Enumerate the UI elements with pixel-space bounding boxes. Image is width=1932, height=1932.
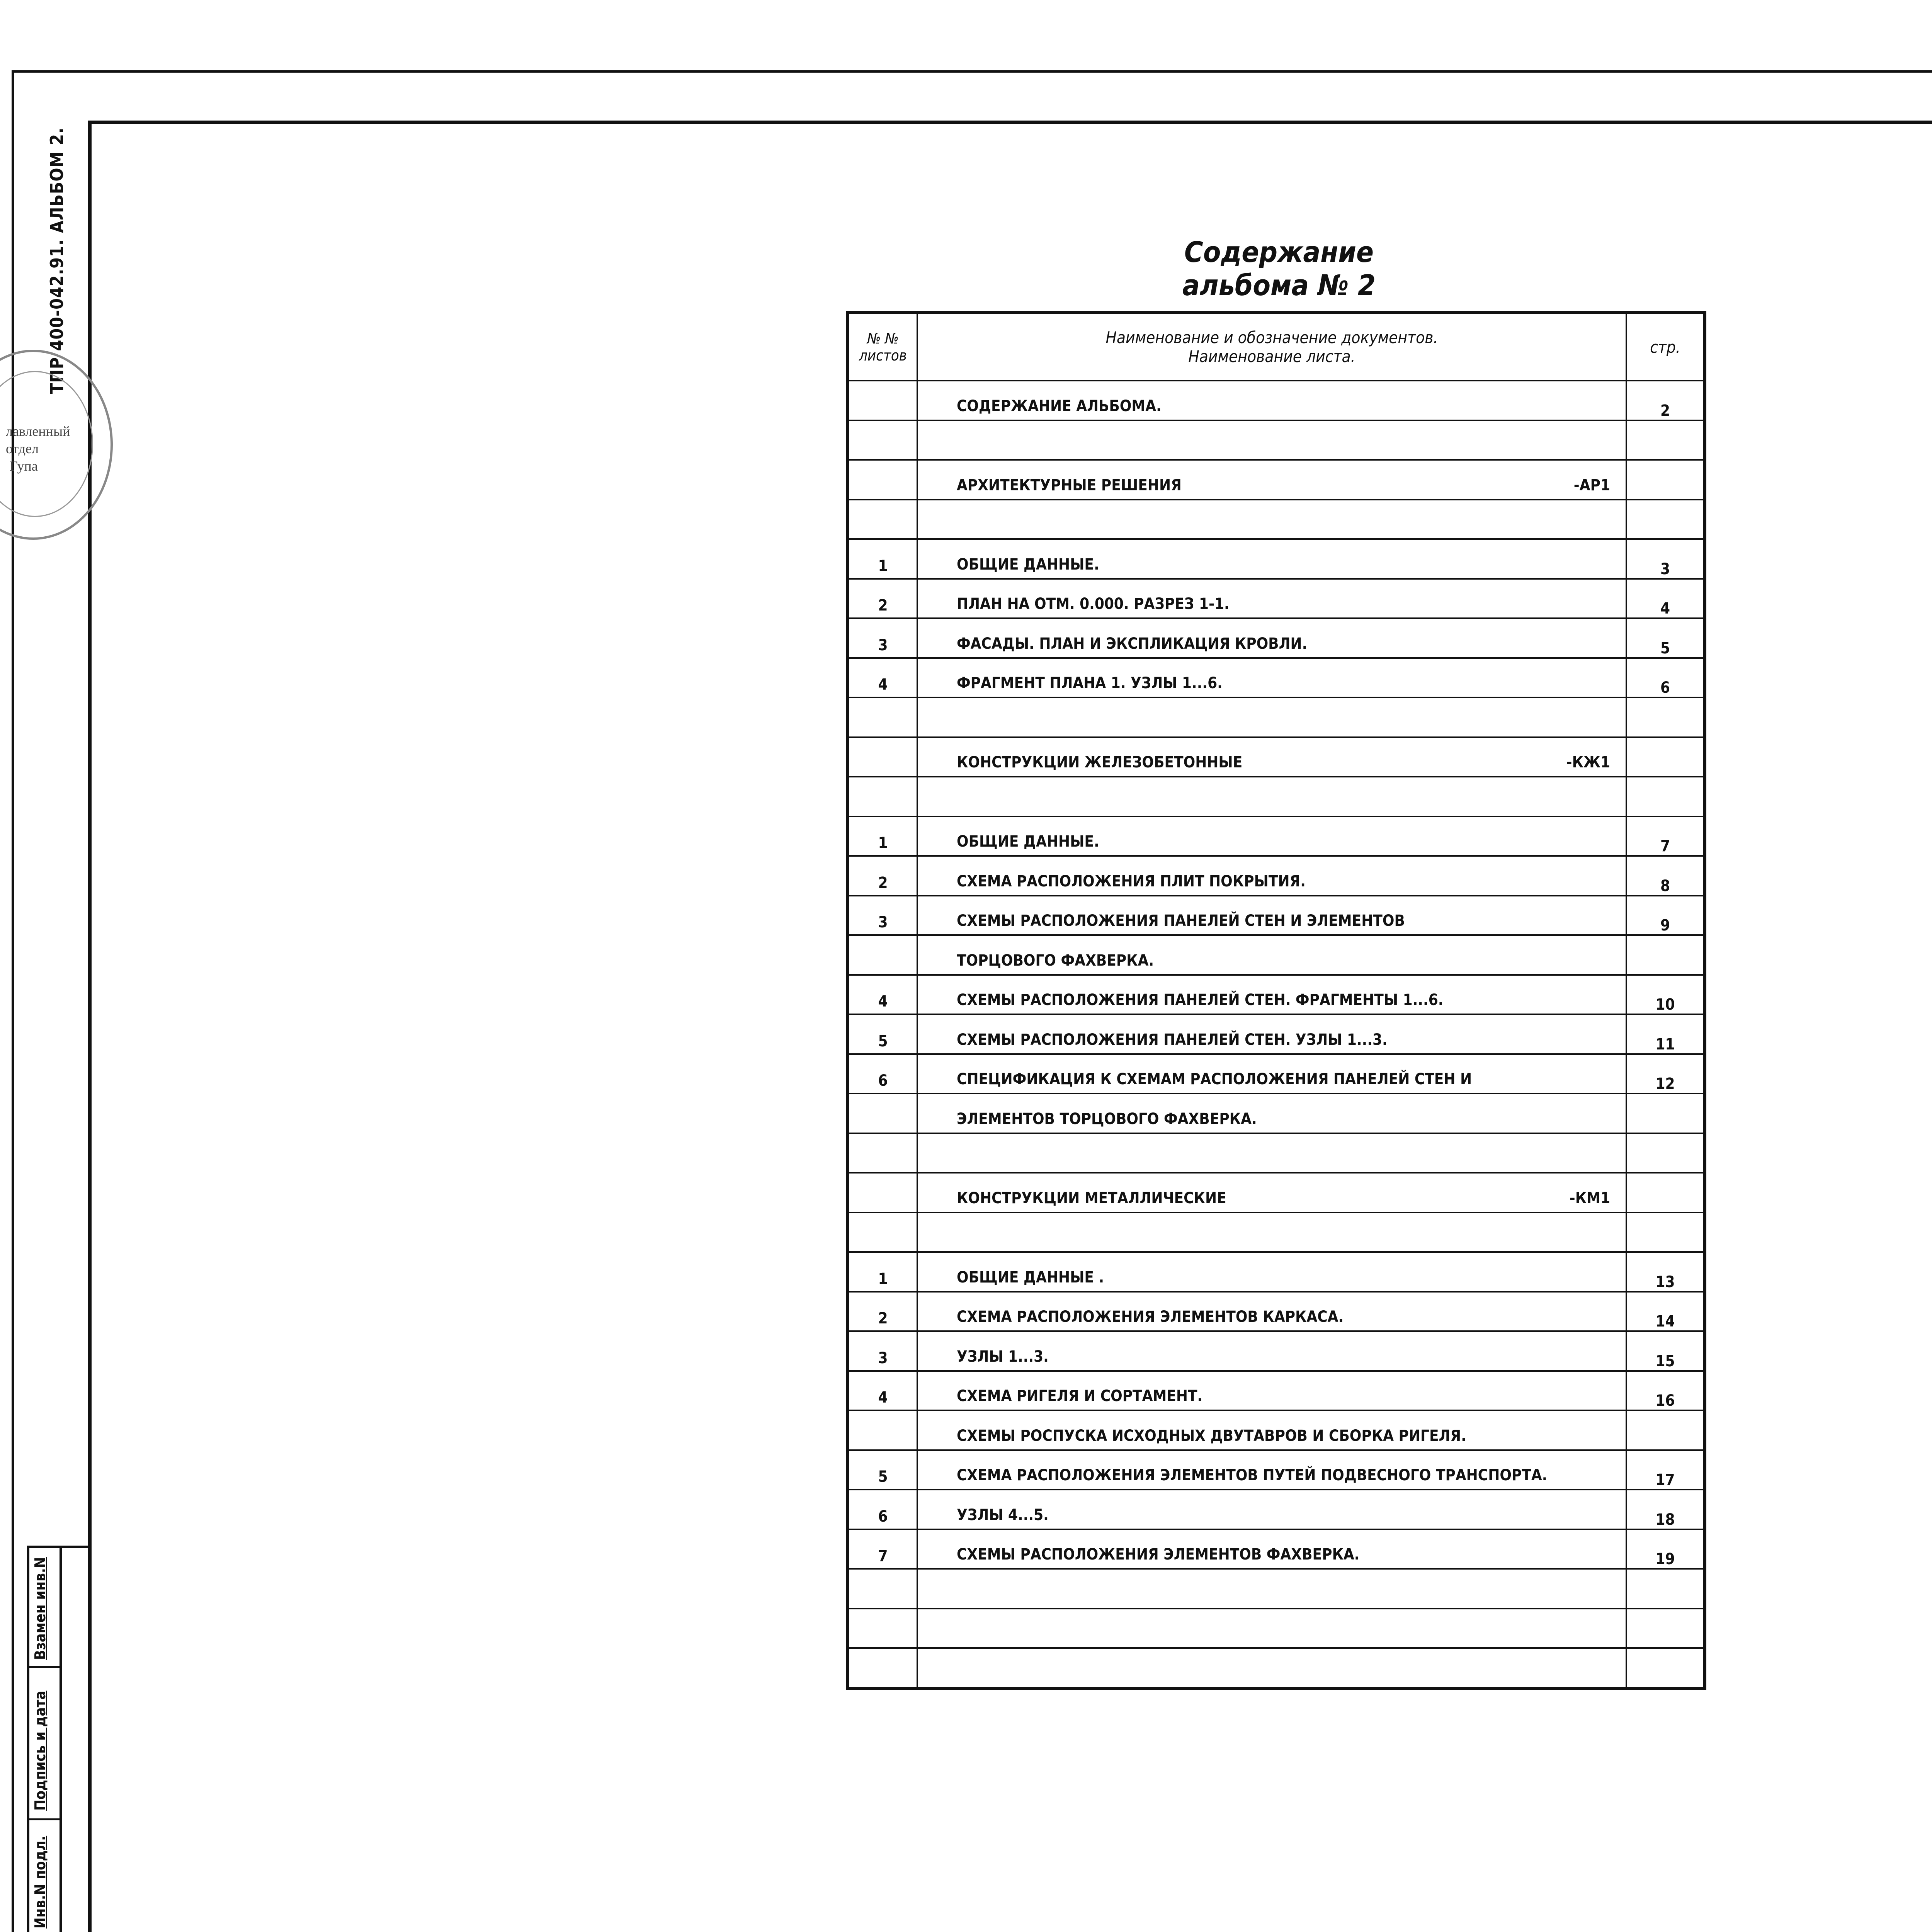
row-sheet-number: [848, 737, 917, 777]
strip-cell-signature: [29, 1668, 60, 1820]
row-page: [1626, 1569, 1705, 1609]
table-row: [848, 935, 1705, 975]
table-row: [848, 737, 1705, 777]
table-row: [848, 1054, 1705, 1094]
row-name-text: ОБЩИЕ ДАННЫЕ .: [957, 1268, 1104, 1286]
table-row: [848, 618, 1705, 658]
row-name-text: СХЕМЫ РАСПОЛОЖЕНИЯ ПАНЕЛЕЙ СТЕН. УЗЛЫ 1...3.: [957, 1031, 1388, 1049]
stamp-line-3: Гупа: [10, 458, 38, 474]
row-document-name: [917, 935, 1626, 975]
row-document-name: [917, 381, 1626, 420]
header-sheet-number: № № листов: [848, 313, 917, 381]
row-document-name: [917, 1410, 1626, 1450]
row-page: [1626, 1609, 1705, 1648]
row-document-name: [917, 697, 1626, 737]
row-sheet-number: 1: [848, 1252, 917, 1292]
row-name-text: КОНСТРУКЦИИ МЕТАЛЛИЧЕСКИЕ: [957, 1189, 1226, 1207]
table-row: [848, 658, 1705, 698]
table-row: [848, 697, 1705, 737]
row-name-text: СХЕМА РИГЕЛЯ И СОРТАМЕНТ.: [957, 1387, 1203, 1405]
row-page: [1626, 697, 1705, 737]
row-document-name: [917, 1609, 1626, 1648]
row-document-name: [917, 500, 1626, 539]
table-row: [848, 579, 1705, 619]
row-sheet-number: [848, 697, 917, 737]
row-page: 2: [1626, 381, 1705, 420]
row-page: 18: [1626, 1490, 1705, 1529]
row-sheet-number: 2: [848, 579, 917, 619]
table-row: [848, 1133, 1705, 1173]
exchange-label: Взамен инв.N: [32, 1557, 49, 1660]
row-page: 12: [1626, 1054, 1705, 1094]
table-row: [848, 500, 1705, 539]
row-page: 11: [1626, 1014, 1705, 1054]
row-name-text: КОНСТРУКЦИИ ЖЕЛЕЗОБЕТОННЫЕ: [957, 753, 1243, 771]
table-header-row: [848, 313, 1705, 381]
row-sheet-number: 6: [848, 1054, 917, 1094]
row-document-name: [917, 420, 1626, 460]
row-sheet-number: [848, 381, 917, 420]
row-name-text: СХЕМА РАСПОЛОЖЕНИЯ ЭЛЕМЕНТОВ ПУТЕЙ ПОДВЕСНОГО ТРАНСПОРТА.: [957, 1466, 1548, 1484]
row-document-name: [917, 1292, 1626, 1332]
table-row: [848, 1609, 1705, 1648]
table-row: [848, 896, 1705, 935]
row-document-name: [917, 1450, 1626, 1490]
row-sheet-number: 4: [848, 658, 917, 698]
row-sheet-number: 6: [848, 1490, 917, 1529]
row-name-text: СОДЕРЖАНИЕ АЛЬБОМА.: [957, 397, 1162, 415]
row-page: 13: [1626, 1252, 1705, 1292]
row-document-name: [917, 816, 1626, 856]
table-row: [848, 816, 1705, 856]
row-sheet-number: [848, 1569, 917, 1609]
row-name-text: ОБЩИЕ ДАННЫЕ.: [957, 555, 1099, 573]
table-row: [848, 1213, 1705, 1252]
row-sheet-number: [848, 1133, 917, 1173]
row-page: 8: [1626, 856, 1705, 896]
row-page: [1626, 737, 1705, 777]
table-row: [848, 1450, 1705, 1490]
row-document-name: [917, 658, 1626, 698]
row-document-name: [917, 1569, 1626, 1609]
row-document-name: [917, 1529, 1626, 1569]
row-name-text: СХЕМА РАСПОЛОЖЕНИЯ ПЛИТ ПОКРЫТИЯ.: [957, 872, 1306, 890]
row-section-code: -КЖ1: [1566, 753, 1610, 771]
row-sheet-number: 7: [848, 1529, 917, 1569]
row-sheet-number: 1: [848, 816, 917, 856]
row-page: [1626, 777, 1705, 816]
row-name-text: ОБЩИЕ ДАННЫЕ.: [957, 833, 1099, 850]
page-title: Содержание альбома № 2: [1182, 236, 1376, 302]
row-sheet-number: [848, 460, 917, 500]
row-document-name: [917, 1094, 1626, 1133]
row-document-name: [917, 975, 1626, 1015]
row-name-text: УЗЛЫ 1...3.: [957, 1347, 1049, 1366]
row-name-text: СХЕМА РАСПОЛОЖЕНИЯ ЭЛЕМЕНТОВ КАРКАСА.: [957, 1308, 1344, 1326]
table-row: [848, 1371, 1705, 1411]
row-name-text: СХЕМЫ РОСПУСКА ИСХОДНЫХ ДВУТАВРОВ И СБОРКА РИГЕЛЯ.: [957, 1427, 1466, 1445]
table-row: [848, 1410, 1705, 1450]
row-name-text: СХЕМЫ РАСПОЛОЖЕНИЯ ПАНЕЛЕЙ СТЕН И ЭЛЕМЕНТОВ: [957, 912, 1405, 930]
row-name-text: ФАСАДЫ. ПЛАН И ЭКСПЛИКАЦИЯ КРОВЛИ.: [957, 634, 1308, 653]
strip-cell-exchange: [29, 1548, 60, 1668]
row-document-name: [917, 1252, 1626, 1292]
row-page: [1626, 1173, 1705, 1213]
row-sheet-number: 5: [848, 1014, 917, 1054]
row-page: 3: [1626, 539, 1705, 579]
left-approval-strip: [27, 1546, 62, 1932]
row-sheet-number: [848, 1609, 917, 1648]
row-document-name: [917, 1213, 1626, 1252]
row-page: 15: [1626, 1331, 1705, 1371]
stamp-line-1: лавленный: [6, 423, 70, 439]
row-sheet-number: 2: [848, 856, 917, 896]
row-sheet-number: [848, 777, 917, 816]
table-row: [848, 420, 1705, 460]
table-row: [848, 539, 1705, 579]
strip-cell-inventory: [29, 1820, 60, 1932]
row-sheet-number: 3: [848, 618, 917, 658]
row-page: 14: [1626, 1292, 1705, 1332]
row-sheet-number: [848, 500, 917, 539]
row-page: 9: [1626, 896, 1705, 935]
row-document-name: [917, 1371, 1626, 1411]
row-document-name: [917, 460, 1626, 500]
row-page: [1626, 460, 1705, 500]
table-row: [848, 1292, 1705, 1332]
row-page: 6: [1626, 658, 1705, 698]
row-section-code: -АР1: [1573, 476, 1610, 494]
row-document-name: [917, 1331, 1626, 1371]
row-name-text: СПЕЦИФИКАЦИЯ К СХЕМАМ РАСПОЛОЖЕНИЯ ПАНЕЛЕЙ СТЕН И: [957, 1070, 1472, 1088]
table-row: [848, 1648, 1705, 1689]
row-document-name: [917, 1133, 1626, 1173]
row-sheet-number: 1: [848, 539, 917, 579]
left-strip-side: [57, 1546, 90, 1932]
row-document-name: [917, 856, 1626, 896]
table-row: [848, 1173, 1705, 1213]
row-page: [1626, 935, 1705, 975]
table-row: [848, 381, 1705, 420]
row-document-name: [917, 896, 1626, 935]
row-document-name: [917, 1648, 1626, 1689]
row-name-text: ЭЛЕМЕНТОВ ТОРЦОВОГО ФАХВЕРКА.: [957, 1110, 1257, 1128]
table-row: [848, 1529, 1705, 1569]
stamp-line-2: отдел: [6, 441, 39, 456]
row-page: 10: [1626, 975, 1705, 1015]
row-name-text: ТОРЦОВОГО ФАХВЕРКА.: [957, 951, 1154, 969]
row-name-text: УЗЛЫ 4...5.: [957, 1506, 1049, 1524]
row-document-name: [917, 1173, 1626, 1213]
table-row: [848, 1490, 1705, 1529]
table-row: [848, 1252, 1705, 1292]
table-row: [848, 1014, 1705, 1054]
row-document-name: [917, 579, 1626, 619]
row-sheet-number: 4: [848, 1371, 917, 1411]
album-code: ТПР 400-042.91. АЛЬБОМ 2.: [46, 127, 67, 394]
row-page: 19: [1626, 1529, 1705, 1569]
row-sheet-number: [848, 1648, 917, 1689]
row-name-text: ФРАГМЕНТ ПЛАНА 1. УЗЛЫ 1...6.: [957, 674, 1223, 692]
row-sheet-number: 4: [848, 975, 917, 1015]
row-page: [1626, 1410, 1705, 1450]
row-sheet-number: 3: [848, 1331, 917, 1371]
row-sheet-number: [848, 935, 917, 975]
table-row: [848, 777, 1705, 816]
table-row: [848, 975, 1705, 1015]
row-sheet-number: [848, 1213, 917, 1252]
table-row: [848, 1094, 1705, 1133]
row-page: [1626, 420, 1705, 460]
table-row: [848, 460, 1705, 500]
row-sheet-number: [848, 1094, 917, 1133]
header-document-name: Наименование и обозначение документов. Наименование листа.: [917, 313, 1626, 381]
row-page: 16: [1626, 1371, 1705, 1411]
row-page: [1626, 1213, 1705, 1252]
row-document-name: [917, 737, 1626, 777]
row-sheet-number: [848, 1173, 917, 1213]
row-sheet-number: 3: [848, 896, 917, 935]
row-page: [1626, 1094, 1705, 1133]
table-row: [848, 1331, 1705, 1371]
row-document-name: [917, 777, 1626, 816]
table-row: [848, 856, 1705, 896]
row-document-name: [917, 618, 1626, 658]
row-name-text: АРХИТЕКТУРНЫЕ РЕШЕНИЯ: [957, 476, 1182, 494]
row-document-name: [917, 1054, 1626, 1094]
row-name-text: ПЛАН НА ОТМ. 0.000. РАЗРЕЗ 1-1.: [957, 595, 1230, 613]
row-name-text: СХЕМЫ РАСПОЛОЖЕНИЯ ЭЛЕМЕНТОВ ФАХВЕРКА.: [957, 1546, 1360, 1563]
row-page: 7: [1626, 816, 1705, 856]
row-document-name: [917, 1490, 1626, 1529]
row-page: 5: [1626, 618, 1705, 658]
signature-label: Подпись и дата: [32, 1690, 49, 1811]
inventory-label: Инв.N подл.: [32, 1835, 49, 1929]
row-sheet-number: 5: [848, 1450, 917, 1490]
row-section-code: -КМ1: [1569, 1189, 1610, 1207]
row-document-name: [917, 1014, 1626, 1054]
row-sheet-number: [848, 1410, 917, 1450]
row-name-text: СХЕМЫ РАСПОЛОЖЕНИЯ ПАНЕЛЕЙ СТЕН. ФРАГМЕНТЫ 1...6.: [957, 991, 1444, 1009]
row-page: 17: [1626, 1450, 1705, 1490]
row-document-name: [917, 539, 1626, 579]
row-page: [1626, 1648, 1705, 1689]
row-page: [1626, 1133, 1705, 1173]
row-sheet-number: [848, 420, 917, 460]
row-page: [1626, 500, 1705, 539]
contents-table: [846, 311, 1706, 1690]
row-sheet-number: 2: [848, 1292, 917, 1332]
header-page: стр.: [1626, 313, 1705, 381]
table-row: [848, 1569, 1705, 1609]
row-page: 4: [1626, 579, 1705, 619]
